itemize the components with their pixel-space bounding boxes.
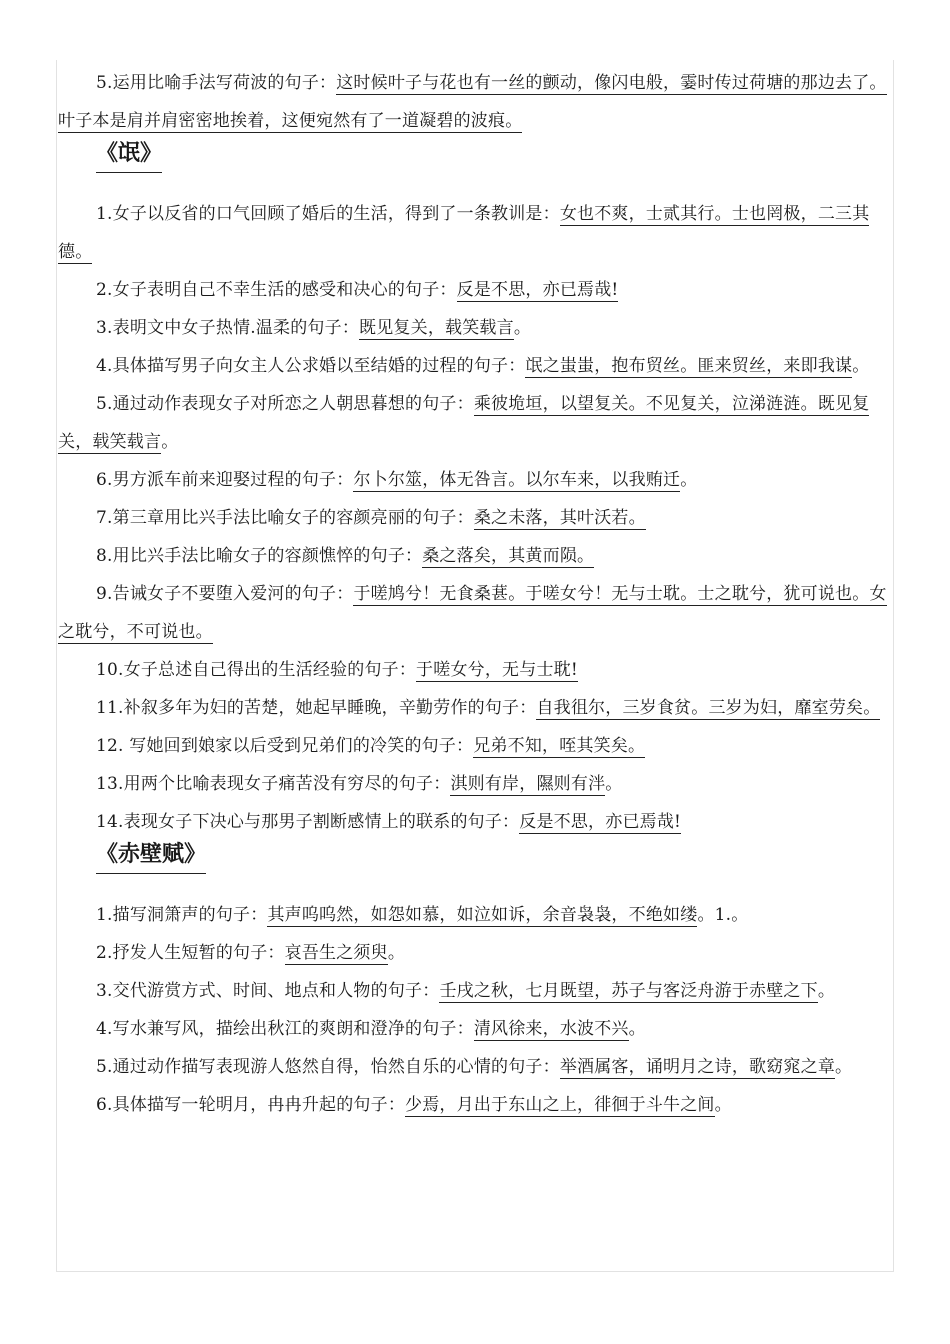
item-suffix: 。 [161,432,179,452]
item-number: 7. [96,508,113,528]
item-number: 5. [96,1057,113,1077]
item-answer: 反是不思，亦已焉哉! [456,280,619,300]
item-suffix: 。 [513,318,532,338]
item-answer: 这时候叶子与花也有一丝的颤动，像闪电般，霎时传过荷塘的那边去了。叶子本是肩并肩密密地挨着，这便宛然有了一道凝碧的波痕。 [58,73,887,131]
list-item [58,727,892,765]
item-prompt: 通过动作表现女子对所恋之人朝思暮想的句子： [112,394,474,414]
item-number: 13. [96,774,124,794]
item-suffix: 。 [605,774,623,794]
item-answer: 氓之蚩蚩，抱布贸丝。匪来贸丝，来即我谋 [525,356,853,376]
item-suffix: 。 [714,1095,732,1115]
list-item [58,499,892,537]
item-number: 11. [96,698,124,718]
item-number: 4. [96,356,113,376]
item-number: 6. [96,470,113,490]
item-prompt: 补叙多年为妇的苦楚，她起早睡晚，辛勤劳作的句子： [123,698,537,718]
item-number: 12. [96,736,124,756]
item-prompt: 通过动作描写表现游人悠然自得，怡然自乐的心情的句子： [112,1057,560,1077]
list-item [58,309,892,347]
item-prompt: 表现女子下决心与那男子割断感情上的联系的句子： [123,812,520,832]
item-answer: 哀吾生之须臾 [284,943,388,963]
list-item [58,765,892,803]
list-item [58,347,892,385]
item-answer: 反是不思，亦已焉哉! [519,812,682,832]
list-item [58,64,892,140]
list-item [58,803,892,841]
item-prompt: 告诫女子不要堕入爱河的句子： [112,584,354,604]
item-number: 6. [96,1095,113,1115]
item-number: 2. [96,280,113,300]
item-prompt: 用比兴手法比喻女子的容颜憔悴的句子： [112,546,423,566]
item-prompt: 第三章用比兴手法比喻女子的容颜亮丽的句子： [112,508,474,528]
item-prompt: 女子表明自己不幸生活的感受和决心的句子： [112,280,457,300]
item-prompt: 抒发人生短暂的句子： [112,943,285,963]
item-prompt: 女子总述自己得出的生活经验的句子： [123,660,417,680]
item-answer: 清风徐来，水波不兴 [473,1019,629,1039]
item-number: 4. [96,1019,113,1039]
item-number: 3. [96,981,113,1001]
item-answer: 兄弟不知，咥其笑矣。 [473,736,646,756]
item-answer: 乘彼垝垣，以望复关。不见复关，泣涕涟涟。既见复关，载笑载言 [58,394,870,452]
section-chibifu [58,837,892,874]
item-number: 10. [96,660,124,680]
list-item [58,934,892,972]
item-number: 14. [96,812,124,832]
item-prompt: 具体描写一轮明月，冉冉升起的句子： [112,1095,406,1115]
item-answer: 少焉，月出于东山之上，徘徊于斗牛之间 [405,1095,715,1115]
list-item [58,972,892,1010]
section-title: 《氓》 [96,136,162,173]
item-answer: 自我徂尔，三岁食贫。三岁为妇，靡室劳矣。 [536,698,881,718]
list-item [58,1010,892,1048]
item-prompt: 写水兼写风，描绘出秋江的爽朗和澄净的句子： [112,1019,474,1039]
item-answer: 既见复关，载笑载言 [359,318,514,338]
item-prompt: 描写洞箫声的句子： [112,905,268,925]
item-answer: 壬戌之秋，七月既望，苏子与客泛舟游于赤壁之下 [439,981,818,1001]
item-prompt: 具体描写男子向女主人公求婚以至结婚的过程的句子： [112,356,526,376]
item-prompt: 交代游赏方式、时间、地点和人物的句子： [112,981,440,1001]
item-prompt: 表明文中女子热情.温柔的句子： [112,318,360,338]
item-number: 5. [96,394,113,414]
item-suffix: 。 [852,356,870,376]
item-suffix: 。 [387,943,406,963]
section-mang [58,136,892,173]
item-number: 8. [96,546,113,566]
item-prompt: 用两个比喻表现女子痛苦没有穷尽的句子： [123,774,451,794]
item-number: 3. [96,318,113,338]
item-number: 5. [96,73,113,93]
item-answer: 淇则有岸，隰则有泮 [450,774,606,794]
item-number: 1. [96,905,113,925]
item-answer: 其声呜呜然，如怨如慕，如泣如诉，余音袅袅，不绝如缕 [267,905,698,925]
section-title: 《赤壁赋》 [96,837,206,874]
item-suffix: 。 [835,1057,853,1077]
item-answer: 桑之未落，其叶沃若。 [473,508,646,528]
list-item [58,689,892,727]
item-answer: 女也不爽，士贰其行。士也罔极，二三其德。 [58,204,870,262]
item-answer: 桑之落矣，其黄而陨。 [422,546,595,566]
list-item [58,651,892,689]
item-number: 2. [96,943,113,963]
item-suffix: 。1.。 [697,905,749,925]
list-item [58,195,892,271]
item-prompt: 女子以反省的口气回顾了婚后的生活，得到了一条教训是： [112,204,560,224]
list-item [58,385,892,461]
list-item [58,1048,892,1086]
item-suffix: 。 [628,1019,646,1039]
list-item [58,537,892,575]
item-answer: 举酒属客，诵明月之诗，歌窈窕之章 [559,1057,836,1077]
list-item [58,461,892,499]
list-item [58,271,892,309]
item-prompt: 男方派车前来迎娶过程的句子： [112,470,354,490]
item-suffix: 。 [817,981,836,1001]
item-number: 9. [96,584,113,604]
document-content [58,64,892,1124]
item-answer: 于嗟鸠兮！无食桑葚。于嗟女兮！无与士耽。士之耽兮，犹可说也。女之耽兮，不可说也。 [58,584,887,642]
item-prompt: 运用比喻手法写荷波的句子： [112,73,337,93]
list-item [58,575,892,651]
item-prompt: 写她回到娘家以后受到兄弟们的冷笑的句子： [123,736,474,756]
list-item [58,1086,892,1124]
item-number: 1. [96,204,113,224]
list-item [58,896,892,934]
item-suffix: 。 [680,470,698,490]
item-answer: 尔卜尔筮，体无咎言。以尔车来，以我贿迁 [353,470,681,490]
item-answer: 于嗟女兮，无与士耽! [416,660,578,680]
